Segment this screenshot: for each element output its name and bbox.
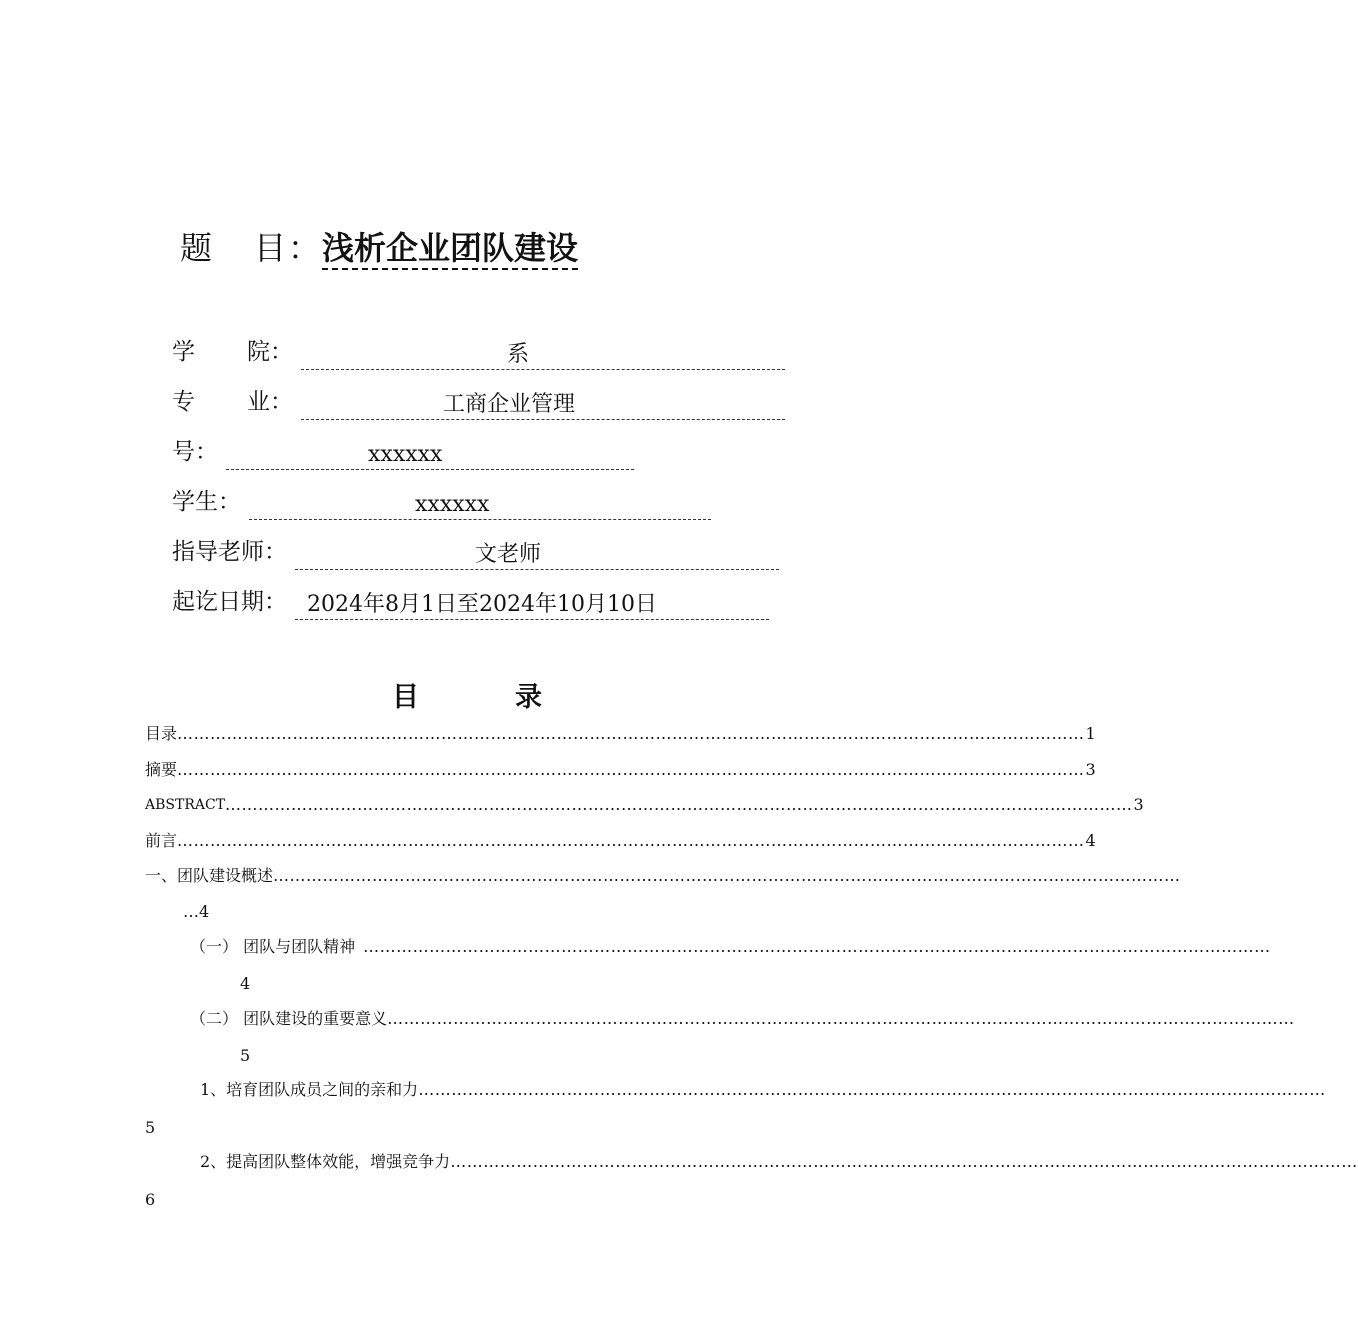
toc-entry-text: 团队建设概述 [177, 866, 274, 885]
toc-page-number: 6 [145, 1190, 156, 1209]
toc-leader: ………………………………………………………………………………………………………………………………………………… [387, 1009, 1295, 1028]
toc-heading: 目 录 [392, 682, 542, 713]
field-label: 学生： [172, 489, 241, 515]
field-student-id [172, 434, 634, 470]
toc-entry-text: 摘要 [145, 760, 178, 779]
field-line [301, 339, 785, 370]
toc-entry-text: 1、培育团队成员之间的亲和力 [200, 1080, 419, 1099]
toc-leader: ………………………………………………………………………………………………………………………………………………… [418, 1080, 1326, 1099]
toc-leader: ………………………………………………………………………………………………………………………………………………… [177, 760, 1085, 779]
field-value-college: 系 [507, 342, 530, 367]
field-line [301, 389, 785, 420]
field-college [172, 334, 785, 370]
field-line [295, 589, 769, 620]
field-value-advisor: 文老师 [475, 542, 542, 567]
toc-leader: ………………………………………………………………………………………………………………………………………………… [177, 831, 1085, 850]
toc-entry[interactable] [145, 722, 1096, 746]
field-student [172, 484, 711, 520]
field-major [172, 384, 785, 420]
toc-leader: ………………………………………………………………………………………………………………………………………………… [177, 724, 1085, 743]
toc-entry[interactable] [190, 935, 1271, 959]
toc-entry-text: 2、提高团队整体效能，增强竞争力 [200, 1152, 451, 1171]
toc-entry-text: ABSTRACT [145, 797, 226, 813]
field-advisor [172, 534, 779, 570]
toc-page-number: 4 [240, 974, 251, 993]
field-line [295, 539, 779, 570]
toc-entry[interactable] [200, 1078, 1326, 1102]
toc-page-number: 3 [1085, 760, 1096, 779]
field-label: 指导老师： [172, 539, 287, 565]
field-value-major: 工商企业管理 [443, 392, 576, 417]
toc-entry-text: （二） 团队建设的重要意义 [190, 1009, 388, 1028]
toc-entry[interactable] [190, 1007, 1295, 1031]
toc-page-number: 4 [1085, 831, 1096, 850]
toc-entry[interactable] [145, 793, 1144, 817]
field-value-student: xxxxxx [415, 492, 490, 517]
toc-leader: ………………………………………………………………………………………………………………………………………………… [450, 1152, 1358, 1171]
field-line [249, 489, 711, 520]
field-label: 专 业： [172, 389, 293, 415]
toc-page-number: …4 [183, 902, 210, 921]
field-line [226, 439, 634, 470]
toc-page-number: 5 [240, 1046, 251, 1065]
toc-entry[interactable] [200, 1150, 1358, 1174]
toc-page-number: 3 [1133, 795, 1144, 814]
toc-entry-text: （一） 团队与团队精神 [190, 937, 356, 956]
toc-leader: ………………………………………………………………………………………………………………………………………………… [225, 795, 1133, 814]
field-label: 学 院： [172, 339, 293, 365]
toc-leader: ………………………………………………………………………………………………………………………………………………… [273, 866, 1181, 885]
toc-entry[interactable] [145, 758, 1096, 782]
toc-page-number: 5 [145, 1118, 156, 1137]
toc-page-number: 1 [1085, 724, 1096, 743]
toc-entry-number: 一、 [145, 866, 178, 885]
thesis-title: 浅析企业团队建设 [322, 229, 578, 270]
field-label: 号： [172, 439, 218, 465]
thesis-title-row [180, 226, 578, 270]
toc-entry-text: 前言 [145, 831, 178, 850]
title-label: 题 目： [180, 229, 323, 267]
field-value-dates: 2024年8月1日至2024年10月10日 [307, 592, 657, 617]
field-value-student-id: xxxxxx [368, 442, 443, 467]
field-dates [172, 584, 769, 620]
toc-entry[interactable] [145, 864, 1181, 888]
toc-entry-text: 目录 [145, 724, 178, 743]
field-label: 起讫日期： [172, 589, 287, 615]
toc-entry[interactable] [145, 829, 1096, 853]
toc-leader: ………………………………………………………………………………………………………………………………………………… [363, 937, 1271, 956]
